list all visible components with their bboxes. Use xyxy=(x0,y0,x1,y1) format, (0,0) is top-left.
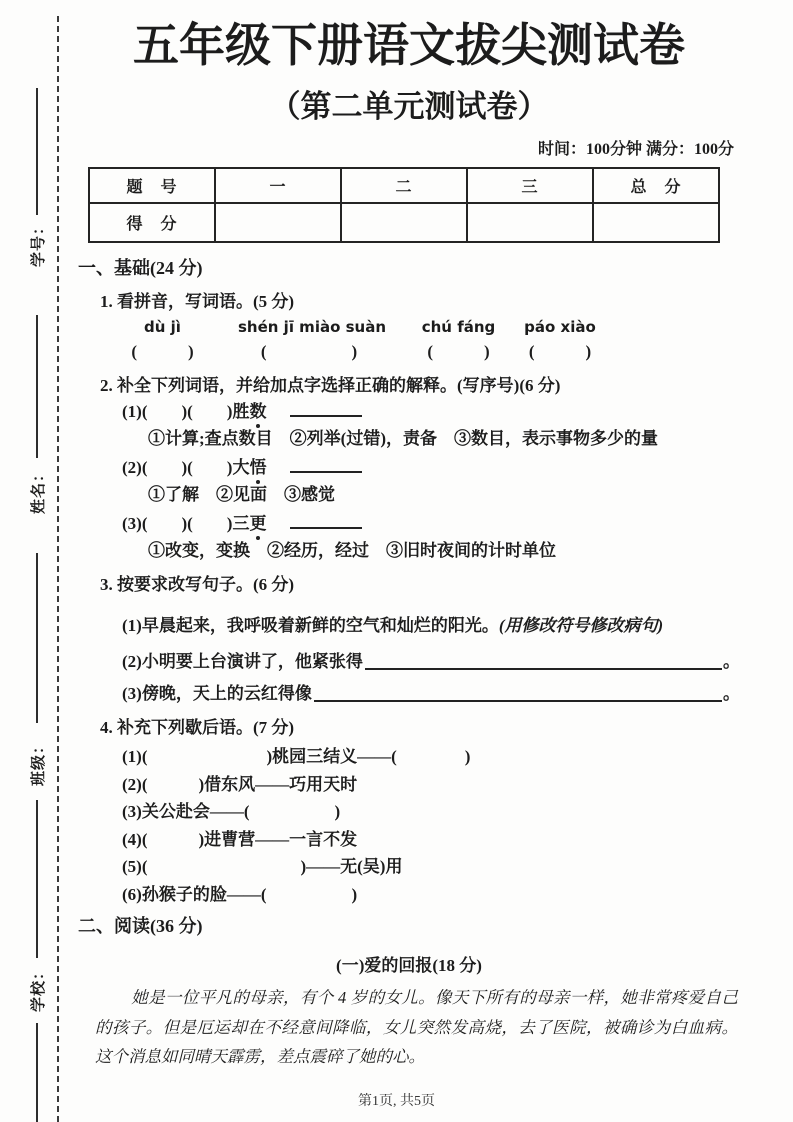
q3-item2 xyxy=(122,650,740,673)
answer-bracket: ( ) xyxy=(528,342,592,362)
answer-bracket: ( ) xyxy=(260,342,358,362)
school-label: 学校： xyxy=(31,964,47,1013)
reading-passage: 她是一位平凡的母亲，有个 4 岁的女儿。像天下所有的母亲一样，她非常疼爱自己的孩子。但是厄运却在不经意间降临，女儿突然发高烧，去了医院，被确诊为白血病。这个消息如同晴天霹雳，差点震碎了她的心。 xyxy=(95,988,738,1067)
q1-title: 1. 看拼音，写词语。(5 分) xyxy=(100,292,295,312)
q2-item-stem xyxy=(122,400,740,423)
answer-line xyxy=(314,700,722,702)
q1-pinyin-row xyxy=(78,318,740,336)
sentence-text: (1)早晨起来，我呼吸着新鲜的空气和灿烂的阳光。 xyxy=(122,616,499,636)
answer-bracket: ( ) xyxy=(427,342,490,362)
q2-title: 2. 补全下列词语，并给加点字选择正确的解释。(写序号)(6 分) xyxy=(100,376,561,396)
student-field-line xyxy=(36,315,38,458)
score-table-header-cell: 总 分 xyxy=(593,168,719,203)
q2-item-stem xyxy=(122,512,740,535)
score-empty-cell xyxy=(593,203,719,242)
exam-paper xyxy=(78,0,740,1072)
passage-title: (一)爱的回报(18 分) xyxy=(336,956,482,976)
q2-item-options: ①了解 ②见面 ③感觉 xyxy=(148,485,335,505)
score-label-cell: 得 分 xyxy=(89,203,215,242)
stem-text: (2)( )( )大 xyxy=(122,458,250,478)
stem-text: (3)( )( )三 xyxy=(122,514,250,534)
xiehouyu-item: (6)孙猴子的脸——( ) xyxy=(122,884,358,904)
student-field-line xyxy=(36,88,38,215)
answer-blank xyxy=(290,514,362,529)
section2-heading: 二、阅读(36 分) xyxy=(78,916,203,937)
score-table-header-cell: 题 号 xyxy=(89,168,215,203)
q2-item-options: ①改变，变换 ②经历，经过 ③旧时夜间的计时单位 xyxy=(148,541,556,561)
sentence-text: (3)傍晚，天上的云红得像 xyxy=(122,684,312,704)
q1-answer-brackets-row xyxy=(78,337,740,362)
q3-item1 xyxy=(122,614,740,637)
score-table xyxy=(88,167,720,243)
exam-time-score: 时间：100分钟 满分：100分 xyxy=(537,141,734,159)
dotted-char: 悟 xyxy=(249,458,267,478)
q3-item3 xyxy=(122,682,740,705)
student-field-line xyxy=(36,553,38,723)
score-empty-cell xyxy=(215,203,341,242)
section1-heading: 一、基础(24 分) xyxy=(78,258,203,279)
dotted-char: 数 xyxy=(249,402,267,422)
stem-text: (1)( )( )胜 xyxy=(122,402,250,422)
sentence-text: (2)小明要上台演讲了，他紧张得 xyxy=(122,652,363,672)
xiehouyu-item: (2)( )借东风——巧用天时 xyxy=(122,774,358,794)
class-label: 班级： xyxy=(31,738,47,787)
score-empty-cell xyxy=(341,203,467,242)
q4-title: 4. 补充下列歇后语。(7 分) xyxy=(100,718,295,738)
pinyin-item: páo xiào xyxy=(524,318,596,337)
page-number: 第1页, 共5页 xyxy=(358,1094,435,1109)
score-table-header-cell: 一 xyxy=(215,168,341,203)
answer-line xyxy=(365,668,722,670)
dotted-char: 更 xyxy=(249,514,267,534)
sentence-tail: 。 xyxy=(723,652,740,672)
q3-title: 3. 按要求改写句子。(6 分) xyxy=(100,575,295,595)
sentence-tail: 。 xyxy=(723,684,740,704)
student-name-label: 姓名： xyxy=(31,466,47,515)
pinyin-item: shén jī miào suàn xyxy=(238,318,387,337)
paper-title: 五年级下册语文拔尖测试卷 xyxy=(133,20,685,71)
pinyin-item: chú fáng xyxy=(421,318,496,337)
q2-item-options: ①计算;查点数目 ②列举(过错)，责备 ③数目，表示事物多少的量 xyxy=(148,429,658,449)
xiehouyu-item: (5)( )——无(吴)用 xyxy=(122,857,403,877)
pinyin-item: dù jì xyxy=(144,318,181,337)
revision-hint: (用修改符号修改病句) xyxy=(498,616,664,636)
xiehouyu-item: (4)( )进曹营——一言不发 xyxy=(122,829,358,849)
student-field-line xyxy=(36,800,38,958)
binding-dashed-line xyxy=(57,16,59,1122)
score-table-header-cell: 三 xyxy=(467,168,593,203)
answer-bracket: ( ) xyxy=(131,342,194,362)
paper-subtitle: （第二单元测试卷） xyxy=(269,89,549,125)
xiehouyu-item: (3)关公赴会——( ) xyxy=(122,802,341,822)
score-table-header-cell: 二 xyxy=(341,168,467,203)
answer-blank xyxy=(290,402,362,417)
student-id-label: 学号： xyxy=(31,219,47,268)
score-empty-cell xyxy=(467,203,593,242)
xiehouyu-item: (1)( )桃园三结义——( ) xyxy=(122,747,471,767)
answer-blank xyxy=(290,458,362,473)
q2-item-stem xyxy=(122,456,740,479)
